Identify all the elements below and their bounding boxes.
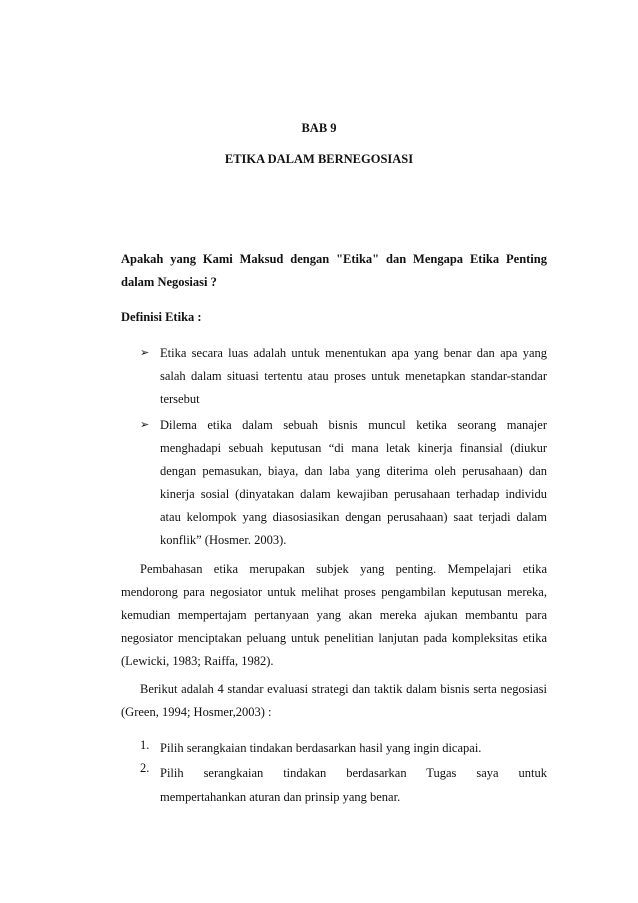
definition-heading: Definisi Etika : (121, 310, 202, 324)
numbered-item: Pilih serangkaian tindakan berdasarkan Tugas saya untuk mempertahankan aturan dan prinsip yang benar. (160, 766, 547, 804)
page-title: ETIKA DALAM BERNEGOSIASI (224, 152, 414, 166)
section-heading: Apakah yang Kami Maksud dengan "Etika" dan Mengapa Etika Penting dalam Negosiasi ? (121, 252, 547, 289)
paragraph: Pembahasan etika merupakan subjek yang penting. Mempelajari etika mendorong para negosiator untuk melihat proses pengambilan keputusan mereka, kemudian mempertajam pertanyaan yang akan mereka ajukan membantu para negosiator menciptakan peluang untuk penelitian lanjutan pada kompleksitas etika (Lewicki, 1983; Raiffa, 1982). (121, 562, 547, 668)
list-number: 2. (140, 761, 150, 775)
list-number: 1. (140, 738, 150, 752)
numbered-item: Pilih serangkaian tindakan berdasarkan hasil yang ingin dicapai. (160, 741, 482, 755)
arrow-bullet-icon: ➢ (140, 419, 150, 431)
bullet-item: Dilema etika dalam sebuah bisnis muncul ketika seorang manajer menghadapi sebuah keputusan “di mana letak kinerja finansial (diukur dengan pemasukan, biaya, dan laba yang diterima oleh perusahaan) dan kinerja sosial (dinyatakan dalam kewajiban perusahaan terhadap individu atau kelompok yang diasosiasikan dengan perusahaan) saat terjadi dalam konflik” (Hosmer. 2003). (160, 418, 547, 547)
paragraph: Berikut adalah 4 standar evaluasi strategi dan taktik dalam bisnis serta negosiasi (Green, 1994; Hosmer,2003) : (121, 682, 547, 719)
chapter-label: BAB 9 (301, 121, 337, 135)
arrow-bullet-icon: ➢ (140, 347, 150, 359)
bullet-item: Etika secara luas adalah untuk menentukan apa yang benar dan apa yang salah dalam situasi tertentu atau proses untuk menetapkan standar-standar tersebut (160, 346, 547, 406)
